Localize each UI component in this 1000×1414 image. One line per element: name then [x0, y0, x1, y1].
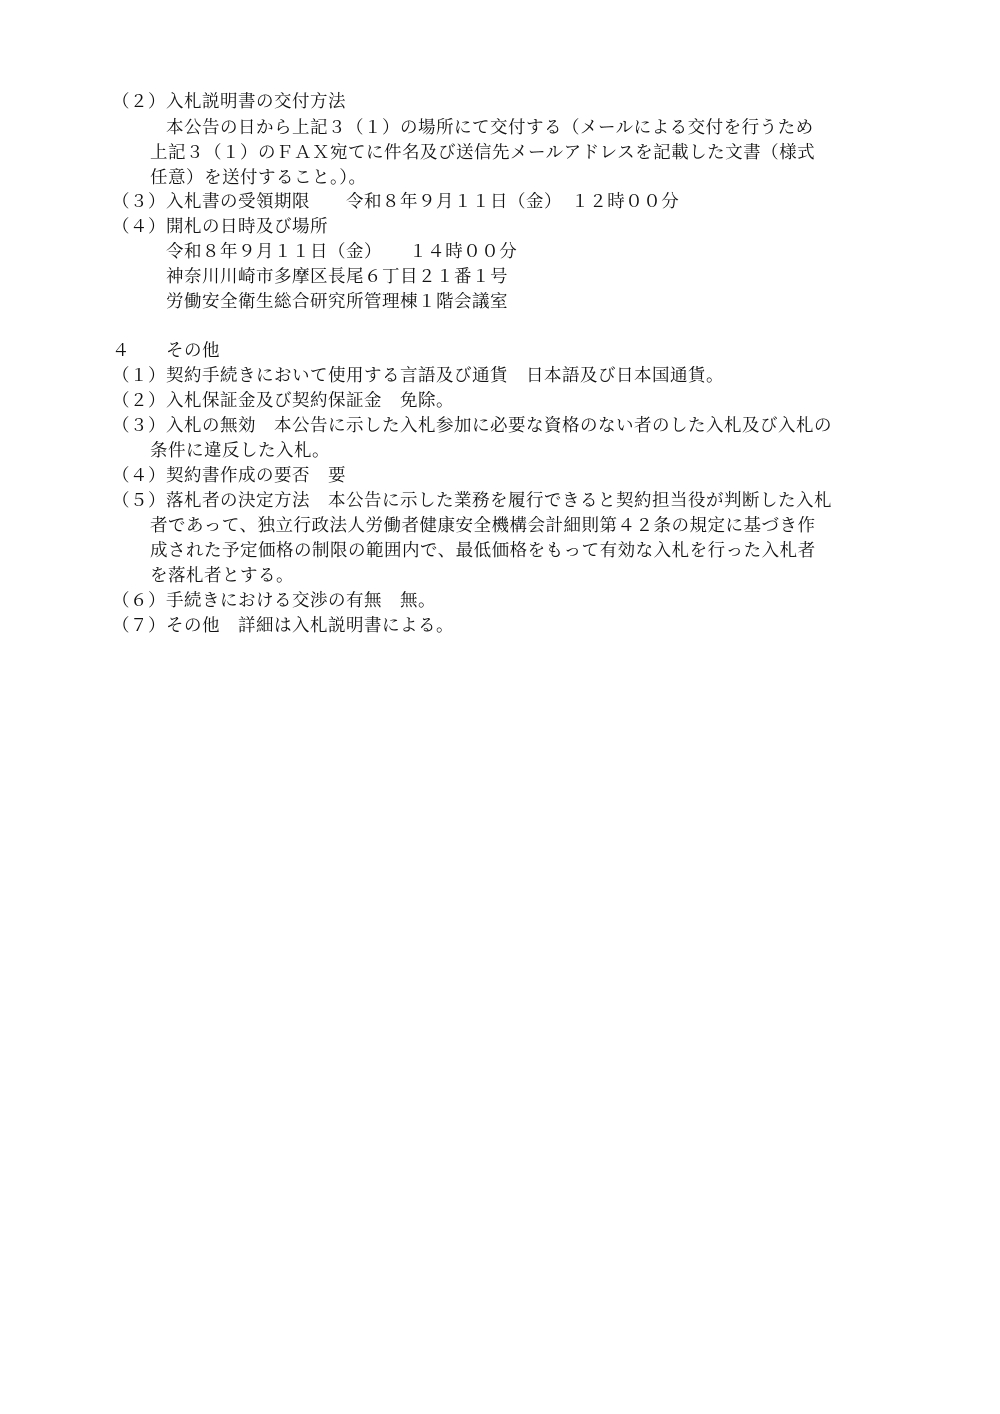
- s4-item7: （７）その他 詳細は入札説明書による。: [112, 616, 454, 636]
- s4-item5-line4: を落札者とする。: [150, 566, 294, 586]
- s4-item5-line1: （５）落札者の決定方法 本公告に示した業務を履行できると契約担当役が判断した入札: [112, 491, 832, 511]
- s3-item2-body-line3: 任意）を送付すること。）。: [150, 168, 367, 188]
- s3-item4-heading: （４）開札の日時及び場所: [112, 217, 328, 237]
- s3-item4-datetime: 令和８年９月１１日（金） １４時００分: [166, 242, 518, 262]
- s3-item4-room: 労働安全衛生総合研究所管理棟１階会議室: [166, 292, 508, 312]
- s4-item1: （１）契約手続きにおいて使用する言語及び通貨 日本語及び日本国通貨。: [112, 366, 724, 386]
- s3-item2-heading: （２）入札説明書の交付方法: [112, 92, 346, 112]
- s4-heading: ４ その他: [112, 341, 220, 361]
- s3-item4-address: 神奈川川崎市多摩区長尾６丁目２１番１号: [166, 267, 508, 287]
- s4-item3-line2: 条件に違反した入札。: [150, 441, 330, 461]
- s3-item3-text: （３）入札書の受領期限 令和８年９月１１日（金） １２時００分: [112, 192, 680, 212]
- s4-item5-line3: 成された予定価格の制限の範囲内で、最低価格をもって有効な入札を行った入札者: [150, 541, 816, 561]
- s4-item4: （４）契約書作成の要否 要: [112, 466, 346, 486]
- s3-item2-body-line1: 本公告の日から上記３（１）の場所にて交付する（メールによる交付を行うため: [166, 118, 814, 138]
- s4-item5-line2: 者であって、独立行政法人労働者健康安全機構会計細則第４２条の規定に基づき作: [150, 516, 816, 536]
- s4-item3-line1: （３）入札の無効 本公告に示した入札参加に必要な資格のない者のした入札及び入札の: [112, 416, 832, 436]
- s3-item2-body-line2: 上記３（１）のＦＡＸ宛てに件名及び送信先メールアドレスを記載した文書（様式: [150, 143, 816, 163]
- s4-item6: （６）手続きにおける交渉の有無 無。: [112, 591, 436, 611]
- s4-item2: （２）入札保証金及び契約保証金 免除。: [112, 391, 454, 411]
